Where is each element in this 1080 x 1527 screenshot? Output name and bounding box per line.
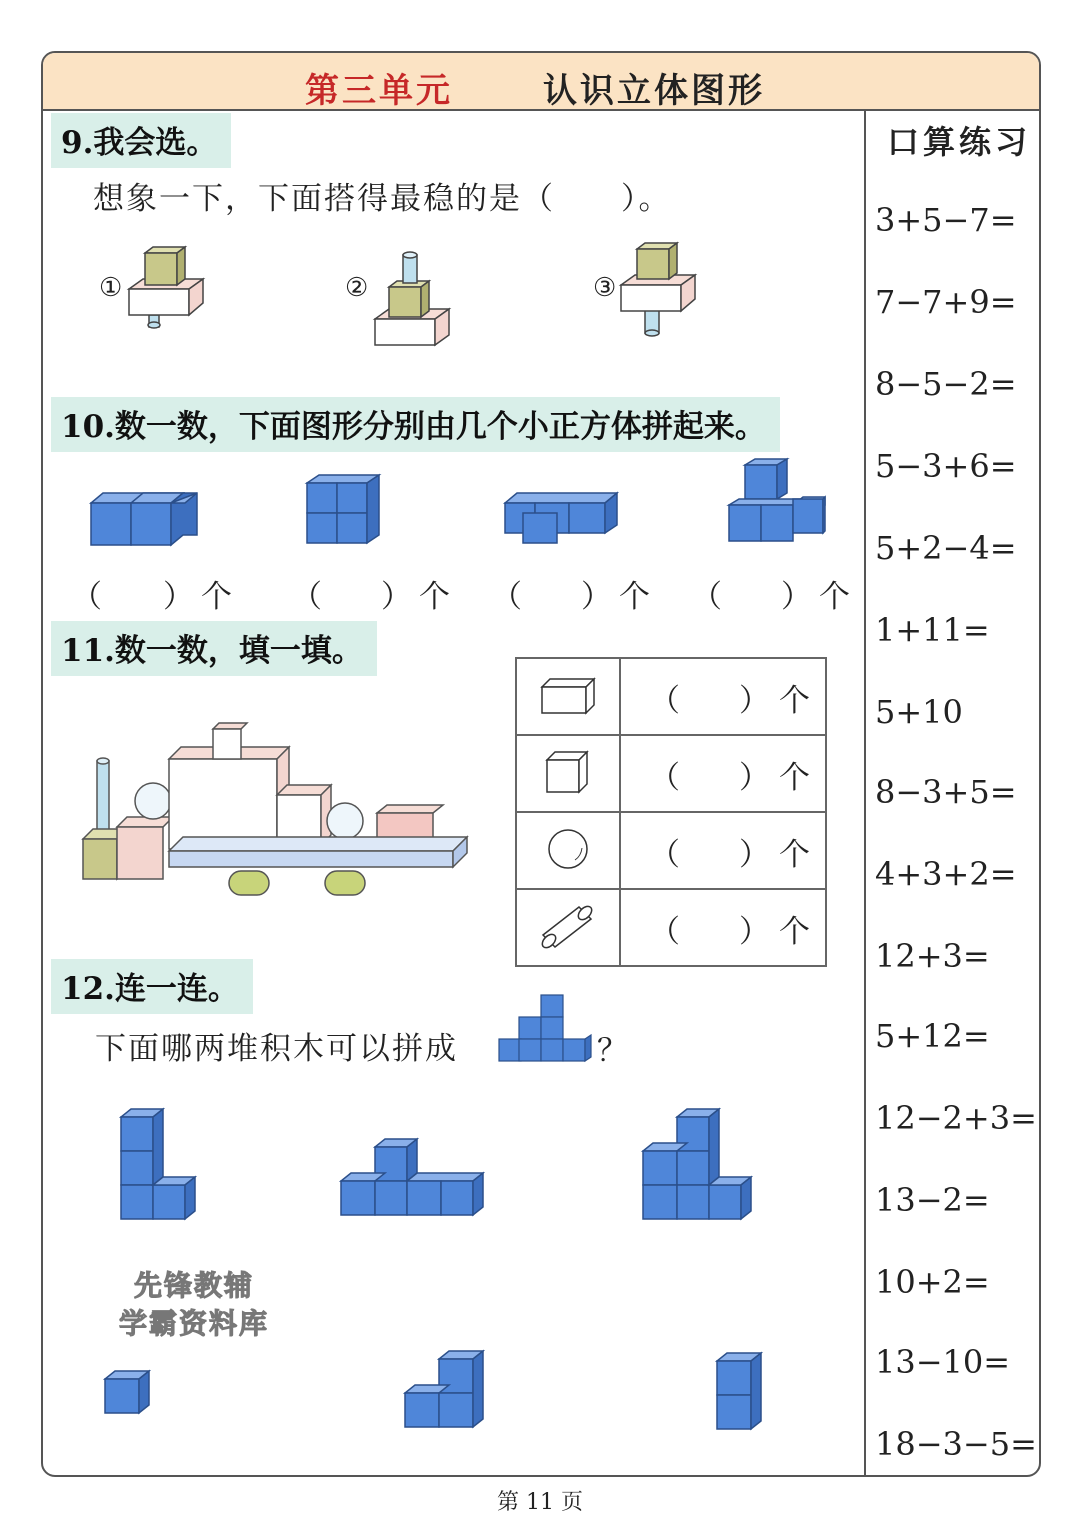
oral-item: 10+2=: [875, 1263, 990, 1301]
count-cube-open[interactable]: （: [649, 760, 680, 796]
oral-item: 8−3+5=: [875, 773, 1017, 811]
q9-option-1: ①: [99, 273, 125, 303]
count-sphere-open[interactable]: （: [649, 837, 680, 873]
q11-title: 11.数一数，填一填。: [51, 621, 377, 676]
block-train-figure: [83, 721, 473, 901]
cube-icon: [516, 735, 620, 812]
q10-answer-row: [71, 571, 871, 615]
pile-a-figure: [119, 1107, 209, 1223]
q10-unit-4: 个: [819, 579, 850, 615]
q10-unit-3: 个: [619, 579, 650, 615]
count-sphere-unit: 个: [779, 837, 810, 873]
count-cuboid-unit: 个: [779, 683, 810, 719]
q12-prompt: 下面哪两堆积木可以拼成: [95, 1031, 458, 1067]
q10-unit-2: 个: [419, 579, 450, 615]
page-number: 第 11 页: [497, 1490, 583, 1515]
stack-figure-3: [621, 241, 701, 341]
worksheet-frame: [41, 51, 1041, 1477]
count-cuboid-close: ）: [739, 683, 770, 719]
q10-blank-3-close: ）: [581, 579, 612, 615]
q9-prompt: 想象一下，下面搭得最稳的是（ ）。: [93, 181, 672, 217]
oral-item: 5+2−4=: [875, 529, 1017, 567]
oral-item: 13−10=: [875, 1343, 1011, 1381]
q12-title: 12.连一连。: [51, 959, 253, 1014]
watermark: [119, 1267, 269, 1343]
q10-blank-3-open[interactable]: （: [491, 579, 522, 615]
page-header: [43, 53, 1039, 111]
q10-blank-1-close: ）: [163, 579, 194, 615]
q10-title: 10.数一数，下面图形分别由几个小正方体拼起来。: [51, 397, 780, 452]
cube-group-4: [729, 457, 839, 557]
oral-item: 5+12=: [875, 1017, 990, 1055]
count-row-cube: [620, 735, 826, 812]
topic-label: 认识立体图形: [543, 71, 765, 111]
oral-item: 5+10: [875, 693, 963, 731]
stack-figure-2: [375, 249, 455, 349]
oral-item: 13−2=: [875, 1181, 990, 1219]
cube-group-3: [505, 489, 635, 559]
oral-item: 7−7+9=: [875, 283, 1017, 321]
oral-item: 5−3+6=: [875, 447, 1017, 485]
oral-item: 8−5−2=: [875, 365, 1017, 403]
count-sphere-close: ）: [739, 837, 770, 873]
q9-option-3: ③: [593, 273, 619, 303]
oral-item: 1+11=: [875, 611, 990, 649]
pile-e-figure: [405, 1349, 489, 1431]
count-cylinder-unit: 个: [779, 914, 810, 950]
watermark-line1: 先锋教辅: [134, 1269, 255, 1302]
oral-practice-title: 口算练习: [887, 123, 1032, 161]
count-cube-close: ）: [739, 760, 770, 796]
q9-option-2: ②: [345, 273, 371, 303]
pile-b-figure: [341, 1137, 501, 1221]
count-cube-unit: 个: [779, 760, 810, 796]
count-cylinder-open[interactable]: （: [649, 914, 680, 950]
q10-unit-1: 个: [201, 579, 232, 615]
q10-blank-4-close: ）: [781, 579, 812, 615]
stack-figure-1: [129, 245, 209, 335]
q9-title: 9.我会选。: [51, 113, 231, 168]
count-row-cuboid: [620, 658, 826, 735]
count-row-cylinder: [620, 889, 826, 966]
q10-blank-1-open[interactable]: （: [71, 579, 102, 615]
watermark-line2: 学霸资料库: [119, 1307, 270, 1340]
pile-d-figure: [103, 1369, 153, 1419]
count-row-sphere: [620, 812, 826, 889]
oral-item: 12+3=: [875, 937, 990, 975]
count-cylinder-close: ）: [739, 914, 770, 950]
shape-count-table: [515, 657, 827, 967]
q12-prompt-end: ？: [597, 1033, 630, 1069]
count-cuboid-open[interactable]: （: [649, 683, 680, 719]
column-divider: [864, 109, 866, 1475]
oral-item: 3+5−7=: [875, 201, 1017, 239]
unit-label: 第三单元: [305, 71, 453, 111]
sphere-icon: [516, 812, 620, 889]
pile-f-figure: [715, 1351, 769, 1435]
cube-group-1: [91, 483, 211, 553]
cylinder-icon: [516, 889, 620, 966]
pile-c-figure: [643, 1107, 759, 1223]
cube-group-2: [307, 473, 397, 553]
oral-item: 12−2+3=: [875, 1099, 1037, 1137]
cuboid-icon: [516, 658, 620, 735]
q10-blank-4-open[interactable]: （: [691, 579, 722, 615]
q10-blank-2-open[interactable]: （: [291, 579, 322, 615]
target-stack-figure: [499, 991, 595, 1067]
oral-item: 4+3+2=: [875, 855, 1017, 893]
oral-item: 18−3−5=: [875, 1425, 1037, 1463]
q10-blank-2-close: ）: [381, 579, 412, 615]
